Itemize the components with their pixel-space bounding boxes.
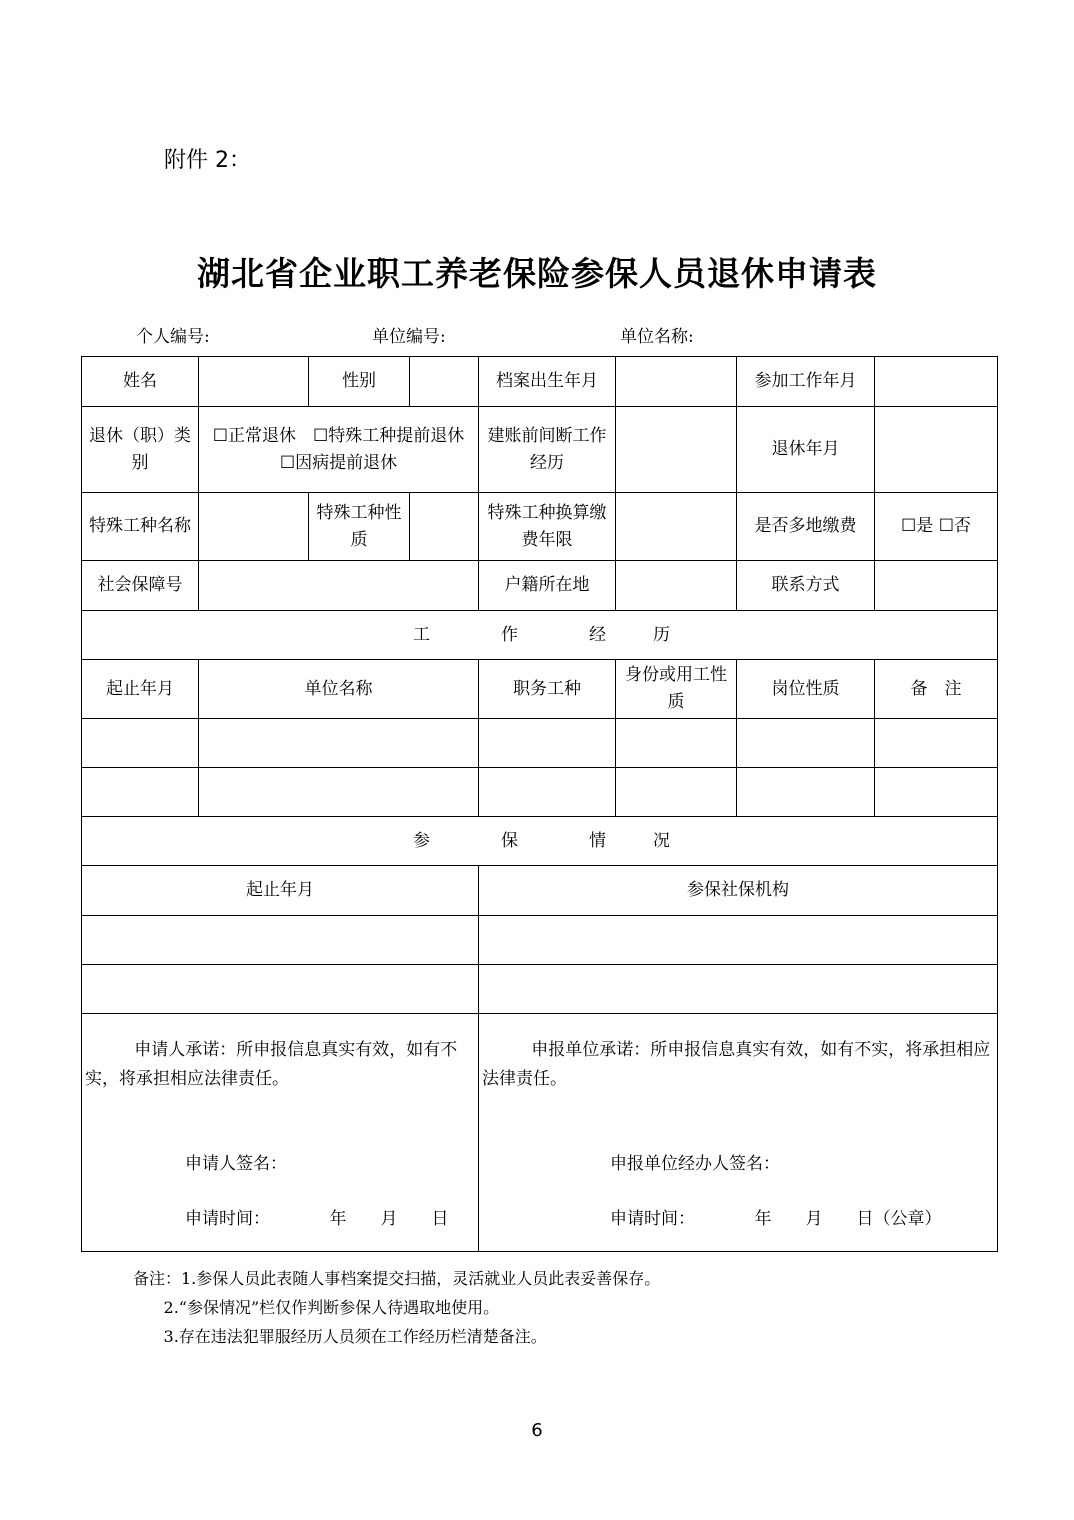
cell[interactable] [82, 916, 479, 965]
cell[interactable] [479, 719, 616, 768]
birth-label: 档案出生年月 [479, 357, 616, 407]
cell[interactable] [199, 768, 479, 817]
attachment-label: 附件 2： [164, 148, 251, 173]
contact-field[interactable] [875, 561, 998, 611]
insurance-char: 情 [589, 830, 606, 851]
cell[interactable] [616, 719, 737, 768]
insurance-header [82, 817, 998, 866]
special-nature-field[interactable] [410, 493, 479, 561]
ins-col-period: 起止年月 [82, 866, 479, 916]
col-unit-name: 单位名称 [199, 660, 479, 719]
social-no-label: 社会保障号 [82, 561, 199, 611]
retirement-application-table [81, 356, 998, 1252]
applicant-date-label: 申请时间： 年 月 日 [185, 1209, 449, 1229]
page-number: 6 [531, 1420, 543, 1441]
insurance-row [82, 916, 998, 965]
unit-pledge-text: 申报单位承诺：所申报信息真实有效，如有不实，将承担相应法律责任。 [482, 1040, 991, 1089]
note-line: 2.“参保情况”栏仅作判断参保人待遇取地使用。 [133, 1298, 500, 1317]
work-history-row [82, 768, 998, 817]
cell[interactable] [199, 719, 479, 768]
contact-label: 联系方式 [737, 561, 875, 611]
insurance-char: 保 [501, 830, 518, 851]
cell[interactable] [737, 768, 875, 817]
col-remarks: 备 注 [875, 660, 998, 719]
col-position: 职务工种 [479, 660, 616, 719]
retire-date-label: 退休年月 [737, 407, 875, 493]
cell[interactable] [479, 916, 998, 965]
work-history-char: 经 [589, 624, 606, 645]
cell[interactable] [875, 719, 998, 768]
cell[interactable] [479, 768, 616, 817]
applicant-pledge-text: 申请人承诺：所申报信息真实有效，如有不实，将承担相应法律责任。 [85, 1040, 458, 1089]
cell[interactable] [82, 768, 199, 817]
cell[interactable] [479, 965, 998, 1014]
work-history-char: 历 [653, 624, 670, 645]
unit-name-label: 单位名称: [620, 327, 694, 347]
gender-label: 性别 [309, 357, 410, 407]
social-no-field[interactable] [199, 561, 479, 611]
form-title: 湖北省企业职工养老保险参保人员退休申请表 [197, 254, 877, 293]
unit-pledge-cell [479, 1014, 998, 1252]
work-history-char: 工 [413, 624, 430, 645]
cell[interactable] [616, 768, 737, 817]
cell[interactable] [875, 768, 998, 817]
gap-history-label: 建账前间断工作经历 [479, 407, 616, 493]
col-post-nature: 岗位性质 [737, 660, 875, 719]
multi-place-label: 是否多地缴费 [737, 493, 875, 561]
work-history-row [82, 719, 998, 768]
retire-date-field[interactable] [875, 407, 998, 493]
col-identity: 身份或用工性质 [616, 660, 737, 719]
note-line: 备注：1.参保人员此表随人事档案提交扫描，灵活就业人员此表妥善保存。 [133, 1269, 661, 1288]
work-history-header [82, 611, 998, 660]
name-label: 姓名 [82, 357, 199, 407]
gap-history-field[interactable] [616, 407, 737, 493]
retire-type-label: 退休（职）类别 [82, 407, 199, 493]
note-line: 3.存在违法犯罪服经历人员须在工作经历栏清楚备注。 [133, 1327, 547, 1346]
ins-col-agency: 参保社保机构 [479, 866, 998, 916]
cell[interactable] [82, 719, 199, 768]
notes [133, 1264, 660, 1351]
gender-field[interactable] [410, 357, 479, 407]
special-nature-label: 特殊工种性质 [309, 493, 410, 561]
unit-sign-label: 申报单位经办人签名： [610, 1154, 780, 1174]
special-name-label: 特殊工种名称 [82, 493, 199, 561]
special-name-field[interactable] [199, 493, 309, 561]
personal-number-label: 个人编号: [136, 327, 210, 347]
name-field[interactable] [199, 357, 309, 407]
insurance-char: 况 [653, 830, 670, 851]
work-history-char: 作 [501, 624, 518, 645]
birth-field[interactable] [616, 357, 737, 407]
unit-date-label: 申请时间： 年 月 日（公章） [610, 1209, 942, 1229]
multi-place-options[interactable]: ☐是 ☐否 [875, 493, 998, 561]
applicant-pledge-cell [82, 1014, 479, 1252]
insurance-row [82, 965, 998, 1014]
special-years-field[interactable] [616, 493, 737, 561]
special-years-label: 特殊工种换算缴费年限 [479, 493, 616, 561]
work-start-field[interactable] [875, 357, 998, 407]
hukou-field[interactable] [616, 561, 737, 611]
insurance-char: 参 [413, 830, 430, 851]
col-period: 起止年月 [82, 660, 199, 719]
hukou-label: 户籍所在地 [479, 561, 616, 611]
applicant-sign-label: 申请人签名： [185, 1154, 287, 1174]
retire-type-options[interactable]: ☐正常退休 ☐特殊工种提前退休 ☐因病提前退休 [199, 407, 479, 493]
cell[interactable] [737, 719, 875, 768]
work-start-label: 参加工作年月 [737, 357, 875, 407]
unit-number-label: 单位编号: [372, 327, 446, 347]
cell[interactable] [82, 965, 479, 1014]
